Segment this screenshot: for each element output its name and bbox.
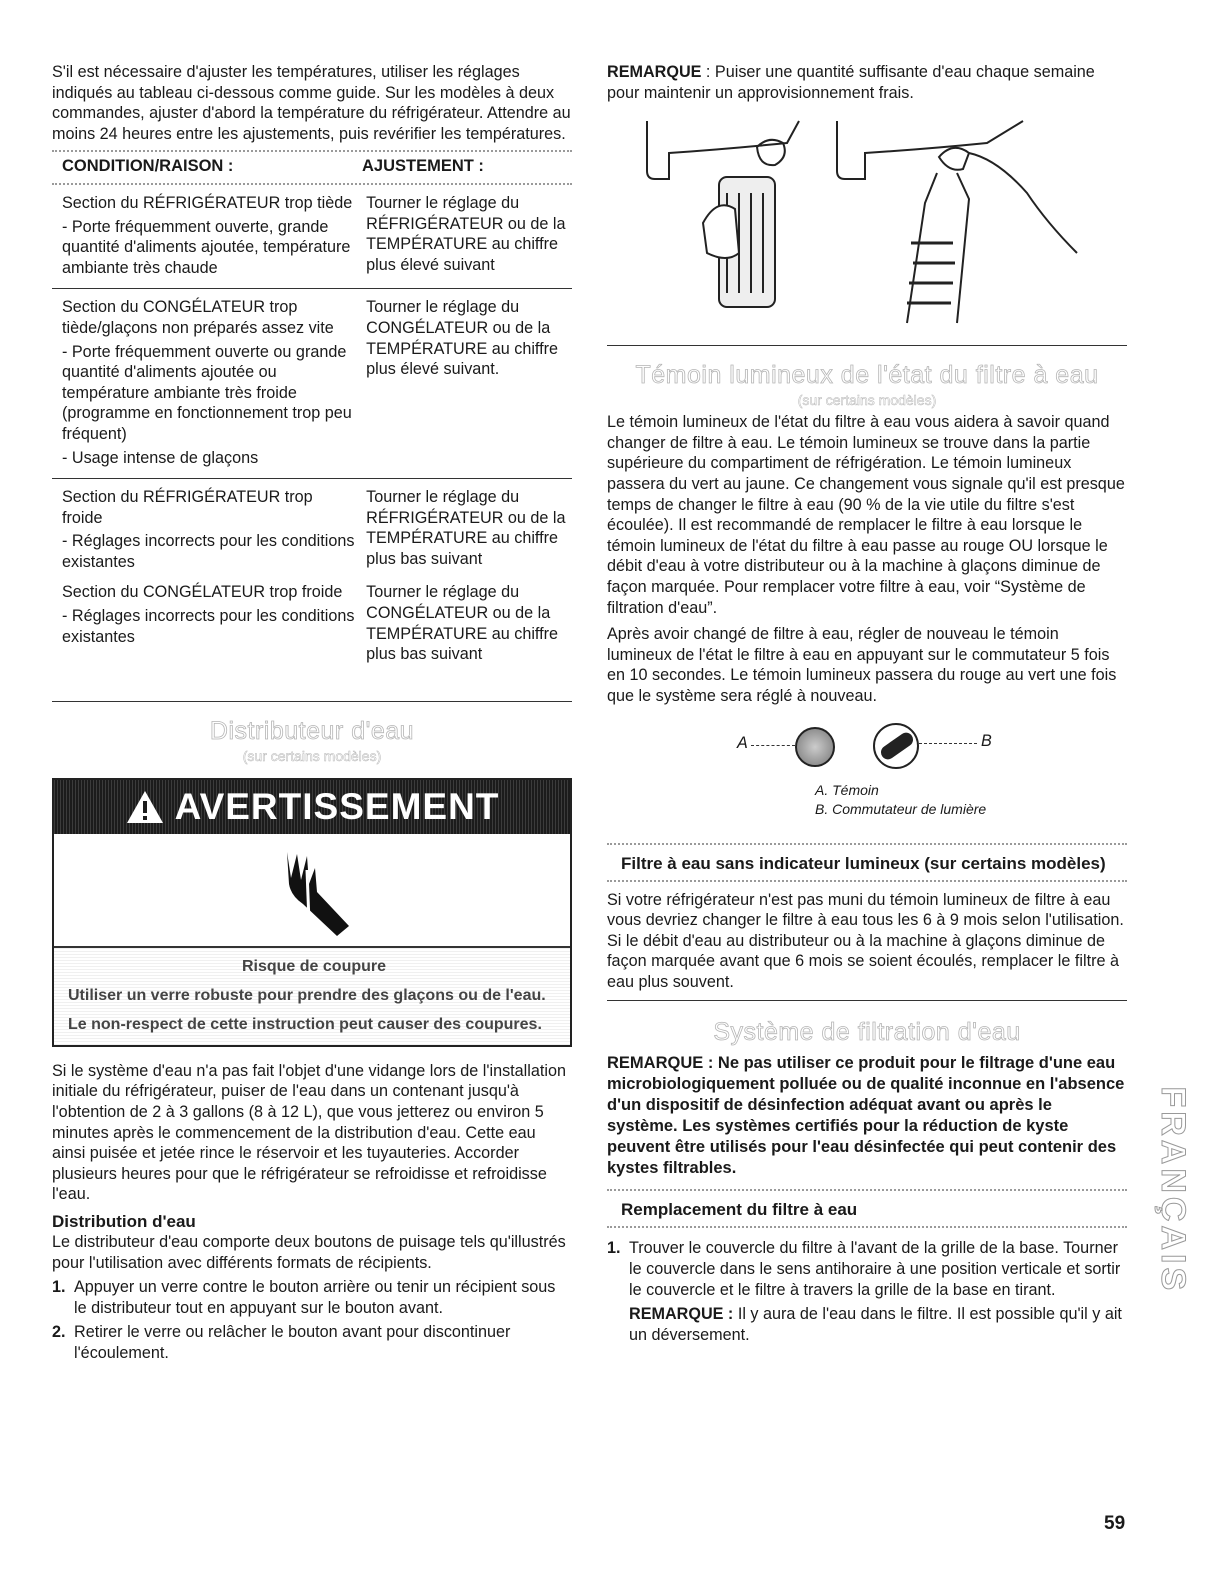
warning-risk: Risque de coupure (241, 957, 387, 975)
intro-paragraph: S'il est nécessaire d'ajuster les températures, utiliser les réglages indiqués au tableau ci-dessous comme guide. Sur les modèles à deux commandes, ajuster d'abord la température du réfrigérateur. Attendre au moins 24 heures entre les ajustements, puis revérifier les températures. (52, 63, 571, 143)
no-indicator-heading: Filtre à eau sans indicateur lumineux (sur certains modèles) (607, 843, 1127, 882)
language-side-tab: FRANÇAIS (1154, 1086, 1193, 1294)
section-rule (607, 1000, 1127, 1001)
row-condition: Section du RÉFRIGÉRATEUR trop tiède (62, 193, 353, 212)
diagram-label-a: A (737, 733, 748, 752)
warning-title: AVERTISSEMENT (174, 785, 500, 827)
page-number: 59 (1104, 1513, 1126, 1534)
replacement-heading: Remplacement du filtre à eau (607, 1189, 1127, 1228)
row-reason: - Porte fréquemment ouverte ou grande quantité d'aliments ajoutée ou température ambiante très froide (programme en fonctionnement trop peu fréquent) (62, 342, 352, 443)
table-row (52, 582, 572, 674)
remarque-paragraph: REMARQUE : Puiser une quantité suffisante d'eau chaque semaine pour maintenir un approvisionnement frais. (607, 63, 1095, 102)
indicator-light-icon (795, 727, 835, 767)
diagram-leader-a (751, 745, 795, 746)
flush-paragraph: Si le système d'eau n'a pas fait l'objet d'une vidange lors de l'installation initiale du réfrigérateur, puiser de l'eau dans un contenant jusqu'à l'obtention de 2 à 3 gallons (8 à 12 L), que vous jetterez ou environ 5 minutes après le commencement de la distribution d'eau. Cette eau ainsi puisée et jetée rince le réservoir et les tuyauteries. Accorder plusieurs heures pour que le réfrigérateur se refroidisse et refroidisse l'eau. (52, 1061, 566, 1204)
warning-triangle-icon (125, 789, 165, 825)
list-item: 1. Trouver le couvercle du filtre à l'avant de la grille de la base. Tourner le couvercle dans le sens antihoraire à une position verticale et sortir le couvercle et le filtre à travers la grille de la base en tirant. REMARQUE : Il y aura de l'eau dans le filtre. Il est possible qu'il y ait un déversement. (607, 1238, 1127, 1345)
row-reason: - Usage intense de glaçons (62, 448, 259, 467)
right-column (607, 62, 1127, 1345)
replacement-steps (607, 1238, 1127, 1345)
warning-line: Le non-respect de cette instruction peut causer des coupures. (68, 1015, 542, 1033)
dispenser-subheading: (sur certains modèles) (242, 747, 382, 764)
filtration-remarque: REMARQUE : Ne pas utiliser ce produit pour le filtrage d'une eau microbiologiquement polluée ou de qualité inconnue en l'absence d'un dispositif de désinfection adéquat avant ou après le système. Les systèmes certifiés pour la réduction de kyste peuvent être utilisés pour l'eau désinfectée qui peut contenir des kystes filtrables. (607, 1054, 1125, 1178)
table-row (52, 185, 572, 288)
diagram-leader-b (919, 743, 977, 744)
distribution-paragraph: Le distributeur d'eau comporte deux boutons de puisage tels qu'illustrés pour l'utilisation avec différents formats de récipients. (52, 1233, 566, 1272)
row-adjustment: Tourner le réglage du RÉFRIGÉRATEUR ou de la TEMPÉRATURE au chiffre plus bas suivant (366, 488, 566, 568)
row-condition: Section du CONGÉLATEUR trop tiède/glaçons non préparés assez vite (62, 298, 334, 337)
indicator-diagram (607, 717, 1127, 777)
table-header (52, 152, 572, 183)
row-adjustment: Tourner le réglage du RÉFRIGÉRATEUR ou de la TEMPÉRATURE au chiffre plus élevé suivant (366, 193, 566, 274)
warning-body (54, 946, 570, 1045)
table-row (52, 479, 572, 582)
distribution-heading: Distribution d'eau (52, 1212, 196, 1231)
list-item: 1. Appuyer un verre contre le bouton arrière ou tenir un récipient sous le distributeur tout en appuyant sur le bouton avant. (52, 1278, 556, 1317)
list-item: 2. Retirer le verre ou relâcher le bouton avant pour discontinuer l'écoulement. (52, 1323, 511, 1362)
row-adjustment: Tourner le réglage du CONGÉLATEUR ou de la TEMPÉRATURE au chiffre plus bas suivant (366, 583, 559, 664)
left-column (52, 62, 572, 1364)
table-row (52, 289, 572, 478)
table-bottom-rule (52, 701, 572, 702)
warning-line: Utiliser un verre robuste pour prendre des glaçons ou de l'eau. (68, 986, 546, 1004)
section-rule (607, 345, 1127, 346)
light-switch-icon (873, 723, 919, 769)
row-condition: Section du RÉFRIGÉRATEUR trop froide (62, 488, 313, 527)
distribution-steps (52, 1277, 572, 1363)
warning-box (52, 778, 572, 1047)
filter-light-heading: Témoin lumineux de l'état du filtre à eau (635, 361, 1099, 390)
filter-light-reset-paragraph: Après avoir changé de filtre à eau, régler de nouveau le témoin lumineux de l'état le filtre à eau en appuyant sur le commutateur 5 fois en 10 secondes. Le témoin lumineux passera du rouge au vert une fois que le système sera réglé à nouveau. (607, 625, 1117, 705)
diagram-caption-a: A. Témoin (815, 781, 879, 798)
cut-hazard-icon (54, 834, 570, 946)
row-reason: - Réglages incorrects pour les conditions existantes (62, 532, 355, 571)
filter-light-subheading: (sur certains modèles) (797, 392, 937, 409)
row-adjustment: Tourner le réglage du CONGÉLATEUR ou de la TEMPÉRATURE au chiffre plus élevé suivant. (366, 298, 559, 379)
header-condition: CONDITION/RAISON : (62, 157, 234, 176)
filter-light-paragraph: Le témoin lumineux de l'état du filtre à eau vous aidera à savoir quand changer de filtre à eau. Le témoin lumineux se trouve dans la partie supérieure du compartiment de réfrigération. Le témoin lumineux passera du vert au jaune. Ce changement vous signale qu'il est presque temps de changer le filtre à eau (90 % de la vie utile du filtre s'est écoulée). Il est recommandé de remplacer le filtre à eau lorsque le témoin lumineux de l'état du filtre à eau passe au rouge OU lorsque le débit d'eau à votre distributeur ou à la machine à glaçons diminue de façon marquée. Pour remplacer votre filtre à eau, voir “Système de filtration d'eau”. (607, 413, 1125, 617)
filtration-heading: Système de filtration d'eau (713, 1018, 1021, 1047)
dispenser-heading: Distributeur d'eau (209, 716, 415, 745)
row-condition: Section du CONGÉLATEUR trop froide (62, 583, 343, 602)
dispenser-illustration (607, 113, 1127, 331)
diagram-label-b: B (981, 731, 992, 750)
row-reason: - Réglages incorrects pour les conditions existantes (62, 607, 355, 646)
no-indicator-paragraph: Si votre réfrigérateur n'est pas muni du témoin lumineux de filtre à eau vous devriez changer le filtre à eau tous les 6 à 9 mois selon l'utilisation. Si le débit d'eau au distributeur ou à la machine à glaçons diminue de façon marquée avant que 6 mois se soient écoulés, remplacer le filtre à eau plus souvent. (607, 890, 1124, 991)
warning-header (54, 780, 570, 834)
row-reason: - Porte fréquemment ouverte, grande quantité d'aliments ajoutée, température ambiante très chaude (62, 217, 351, 277)
diagram-caption-b: B. Commutateur de lumière (815, 800, 987, 817)
replacement-note: REMARQUE : Il y aura de l'eau dans le filtre. Il est possible qu'il y ait un déversement. (629, 1305, 1122, 1344)
header-adjustment: AJUSTEMENT : (362, 157, 484, 176)
